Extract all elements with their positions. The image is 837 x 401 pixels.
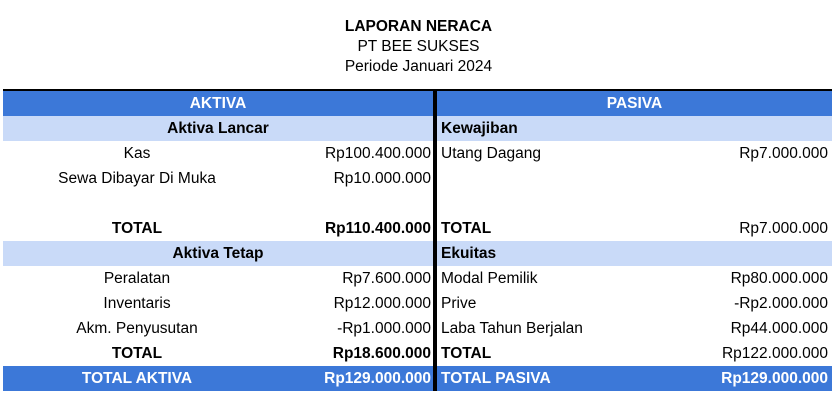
ekuitas-heading: Ekuitas — [441, 245, 497, 262]
item-label: Akm. Penyusutan — [76, 320, 198, 337]
item-label: Peralatan — [103, 270, 171, 287]
subtotal-row-1 — [3, 216, 832, 241]
report-header — [0, 17, 837, 77]
item-value: -Rp2.000.000 — [734, 295, 828, 312]
aktiva-tetap-total-value: Rp18.600.000 — [332, 345, 431, 362]
aktiva-tetap-total-label: TOTAL — [111, 345, 163, 362]
table-row — [3, 141, 832, 166]
grand-total-row — [3, 366, 832, 391]
subheader-row-1 — [3, 116, 832, 141]
balance-sheet-table — [3, 89, 832, 391]
aktiva-lancar-heading: Aktiva Lancar — [167, 120, 269, 137]
aktiva-lancar-total-value: Rp110.400.000 — [324, 220, 431, 237]
item-value: Rp7.600.000 — [342, 270, 431, 287]
item-label: Kas — [123, 145, 151, 162]
total-pasiva-label: TOTAL PASIVA — [441, 370, 551, 387]
column-header-row — [3, 91, 832, 116]
total-aktiva-label: TOTAL AKTIVA — [81, 370, 193, 387]
table-row — [3, 266, 832, 291]
item-label: Sewa Dibayar Di Muka — [58, 170, 216, 187]
aktiva-tetap-heading: Aktiva Tetap — [172, 245, 264, 262]
total-pasiva-value: Rp129.000.000 — [721, 370, 828, 387]
ekuitas-total-label: TOTAL — [441, 345, 492, 362]
item-value: Rp12.000.000 — [333, 295, 431, 312]
item-value: Rp10.000.000 — [333, 170, 431, 187]
column-divider — [433, 89, 437, 391]
item-value: Rp44.000.000 — [730, 320, 828, 337]
blank-row — [3, 191, 832, 216]
report-title: LAPORAN NERACA — [344, 18, 493, 35]
company-name: PT BEE SUKSES — [357, 38, 480, 55]
item-value: Rp80.000.000 — [730, 270, 828, 287]
table-row — [3, 316, 832, 341]
item-value: Rp100.400.000 — [324, 145, 431, 162]
item-value: Rp7.000.000 — [739, 145, 828, 162]
item-label: Inventaris — [103, 295, 171, 312]
pasiva-heading: PASIVA — [606, 95, 663, 112]
item-label: Utang Dagang — [441, 145, 541, 162]
aktiva-lancar-total-label: TOTAL — [111, 220, 163, 237]
item-value: -Rp1.000.000 — [337, 320, 431, 337]
item-label: Modal Pemilik — [441, 270, 538, 287]
table-row — [3, 166, 832, 191]
aktiva-heading: AKTIVA — [189, 95, 247, 112]
report-period: Periode Januari 2024 — [344, 58, 493, 75]
item-label: Prive — [441, 295, 477, 312]
subheader-row-2 — [3, 241, 832, 266]
subtotal-row-2 — [3, 341, 832, 366]
table-row — [3, 291, 832, 316]
kewajiban-total-label: TOTAL — [441, 220, 492, 237]
kewajiban-heading: Kewajiban — [441, 120, 518, 137]
kewajiban-total-value: Rp7.000.000 — [739, 220, 828, 237]
item-label: Laba Tahun Berjalan — [441, 320, 583, 337]
ekuitas-total-value: Rp122.000.000 — [721, 345, 828, 362]
total-aktiva-value: Rp129.000.000 — [324, 370, 431, 387]
